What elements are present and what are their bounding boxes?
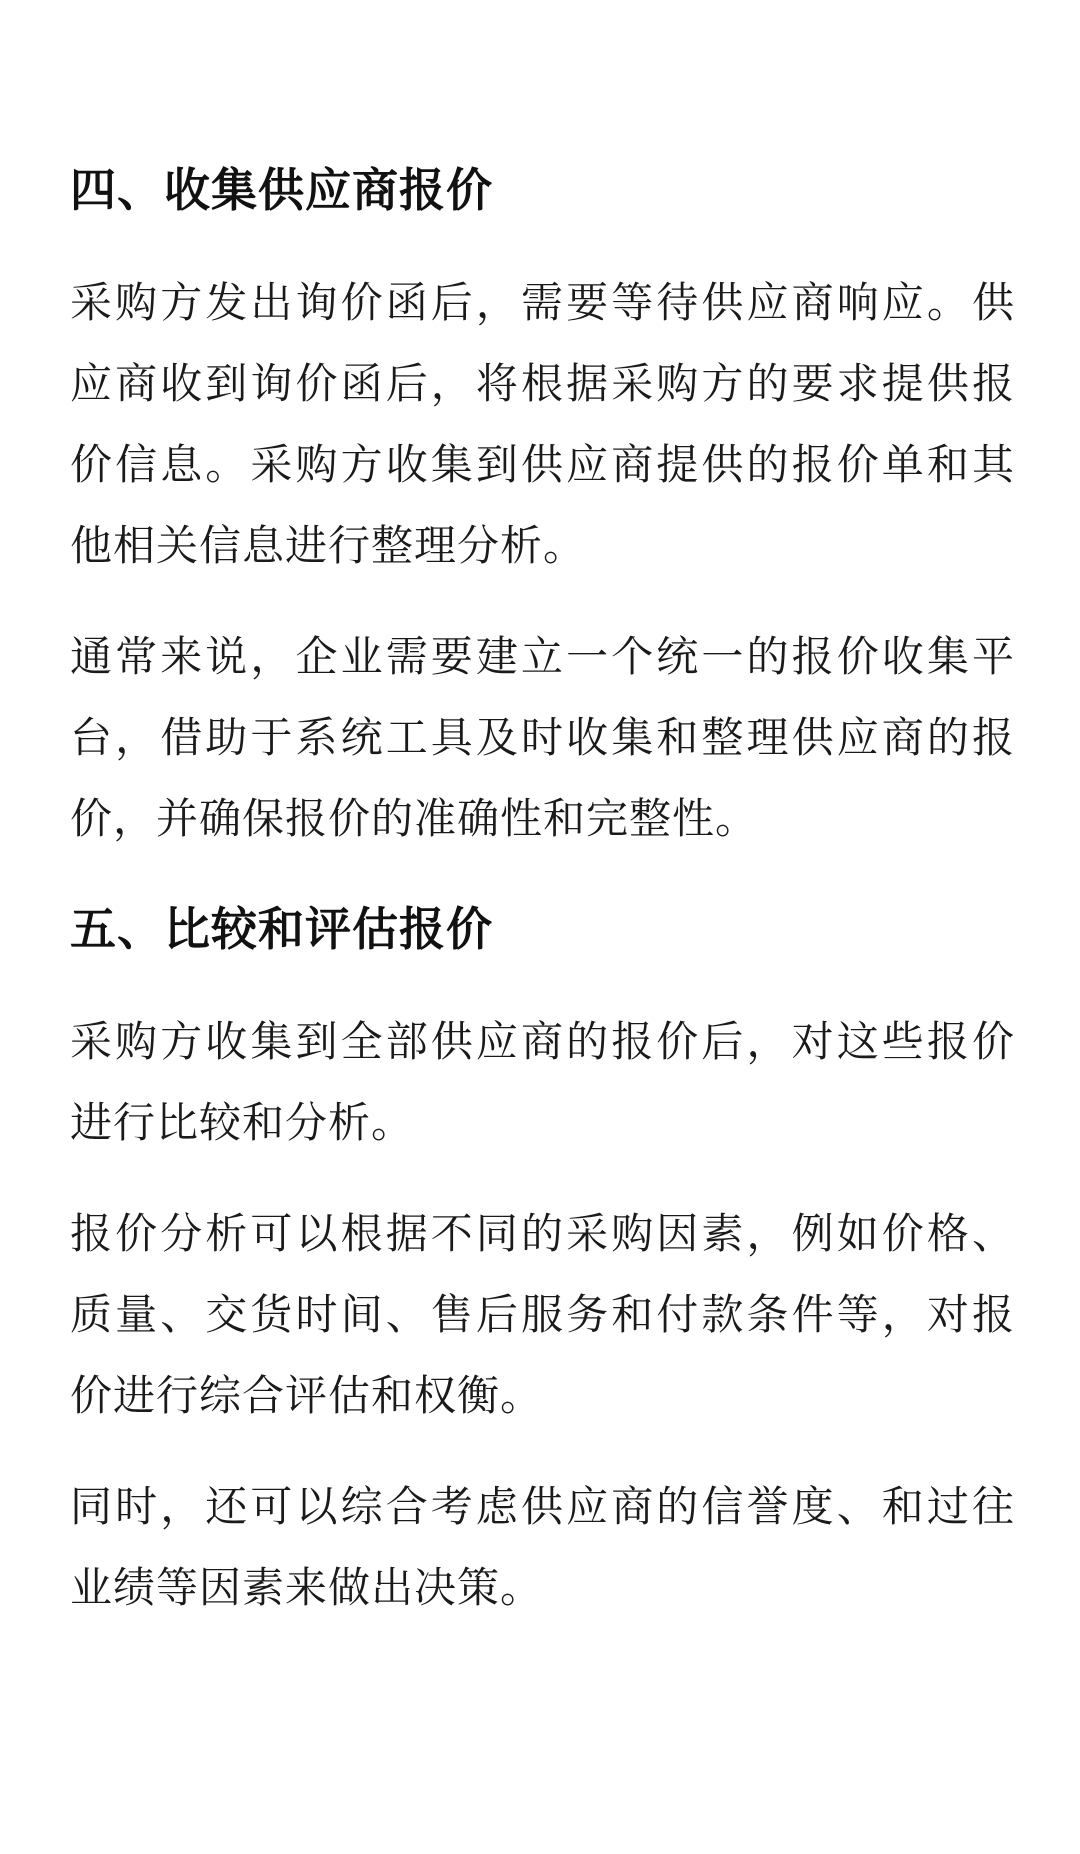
- paragraph: 通常来说，企业需要建立一个统一的报价收集平台，借助于系统工具及时收集和整理供应商的报价，并确保报价的准确性和完整性。: [70, 632, 1015, 843]
- paragraph: 采购方收集到全部供应商的报价后，对这些报价进行比较和分析。: [70, 1017, 1015, 1147]
- section-compare-quotes: [70, 889, 1015, 1628]
- article-body: [70, 150, 1015, 1658]
- section-heading: 五、比较和评估报价: [70, 902, 493, 956]
- paragraph: 同时，还可以综合考虑供应商的信誉度、和过往业绩等因素来做出决策。: [70, 1482, 1015, 1612]
- paragraph: 报价分析可以根据不同的采购因素，例如价格、质量、交货时间、售后服务和付款条件等，对报价进行综合评估和权衡。: [70, 1209, 1015, 1420]
- section-collect-quotes: [70, 150, 1015, 859]
- paragraph: 采购方发出询价函后，需要等待供应商响应。供应商收到询价函后，将根据采购方的要求提供报价信息。采购方收集到供应商提供的报价单和其他相关信息进行整理分析。: [70, 278, 1015, 570]
- section-heading: 四、收集供应商报价: [70, 163, 493, 217]
